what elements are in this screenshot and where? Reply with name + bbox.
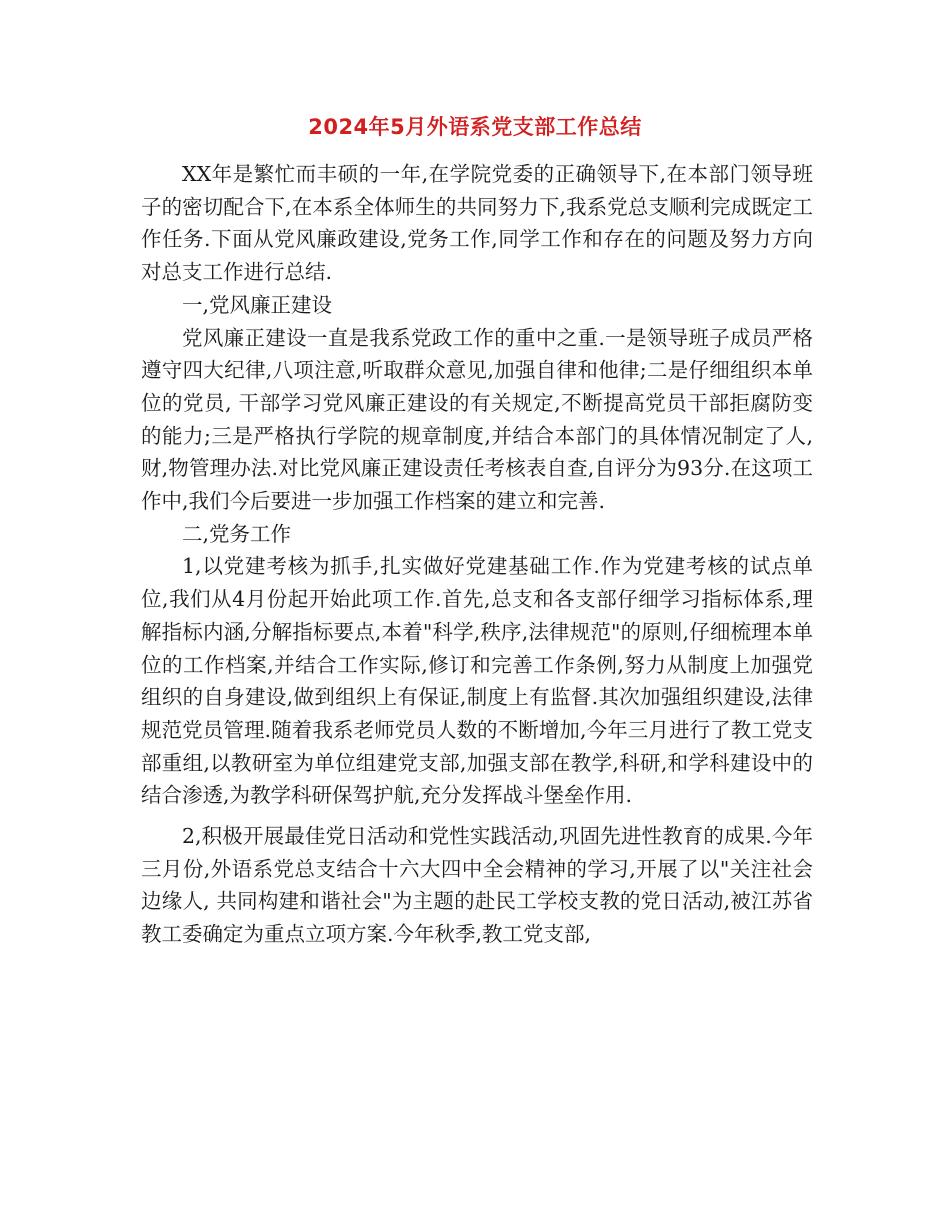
- document-title: 2024年5月外语系党支部工作总结: [308, 115, 642, 139]
- party-integrity-paragraph: 党风廉正建设一直是我系党政工作的重中之重.一是领导班子成员严格遵守四大纪律,八项注意,听取群众意见,加强自律和他律;二是仔细组织本单位的党员, 干部学习党风廉正建设的有关规定,不断提高党员干部拒腐防变的能力;三是严格执行学院的规章制度,并结合本部门的具体情况制定了人,财,物管理办法.对比党风廉正建设责任考核表自查,自评分为93分.在这项工作中,我们今后要进一步加强工作档案的建立和完善.: [141, 325, 813, 514]
- section-heading-party-integrity: 一,党风廉正建设: [182, 292, 333, 317]
- document-body: [141, 158, 813, 951]
- party-affairs-item-1: 1,以党建考核为抓手,扎实做好党建基础工作.作为党建考核的试点单位,我们从4月份起开始此项工作.首先,总支和各支部仔细学习指标体系,理解指标内涵,分解指标要点,本着"科学,秩序,法律规范"的原则,仔细梳理本单位的工作档案,并结合工作实际,修订和完善工作条例,努力从制度上加强党组织的自身建设,做到组织上有保证,制度上有监督.其次加强组织建设,法律规范党员管理.随着我系老师党员人数的不断增加,今年三月进行了教工党支部重组,以教研室为单位组建党支部,加强支部在教学,科研,和学科建设中的结合渗透,为教学科研保驾护航,充分发挥战斗堡垒作用.: [141, 554, 813, 808]
- section-heading-party-affairs: 二,党务工作: [182, 521, 292, 546]
- intro-paragraph: XX年是繁忙而丰硕的一年,在学院党委的正确领导下,在本部门领导班子的密切配合下,在本系全体师生的共同努力下,我系党总支顺利完成既定工作任务.下面从党风廉政建设,党务工作,同学工作和存在的问题及努力方向对总支工作进行总结.: [141, 162, 813, 285]
- party-affairs-item-2: 2,积极开展最佳党日活动和党性实践活动,巩固先进性教育的成果.今年三月份,外语系党总支结合十六大四中全会精神的学习,开展了以"关注社会边缘人, 共同构建和谐社会"为主题的赴民工学校支教的党日活动,被江苏省教工委确定为重点立项方案.今年秋季,教工党支部,: [141, 824, 813, 947]
